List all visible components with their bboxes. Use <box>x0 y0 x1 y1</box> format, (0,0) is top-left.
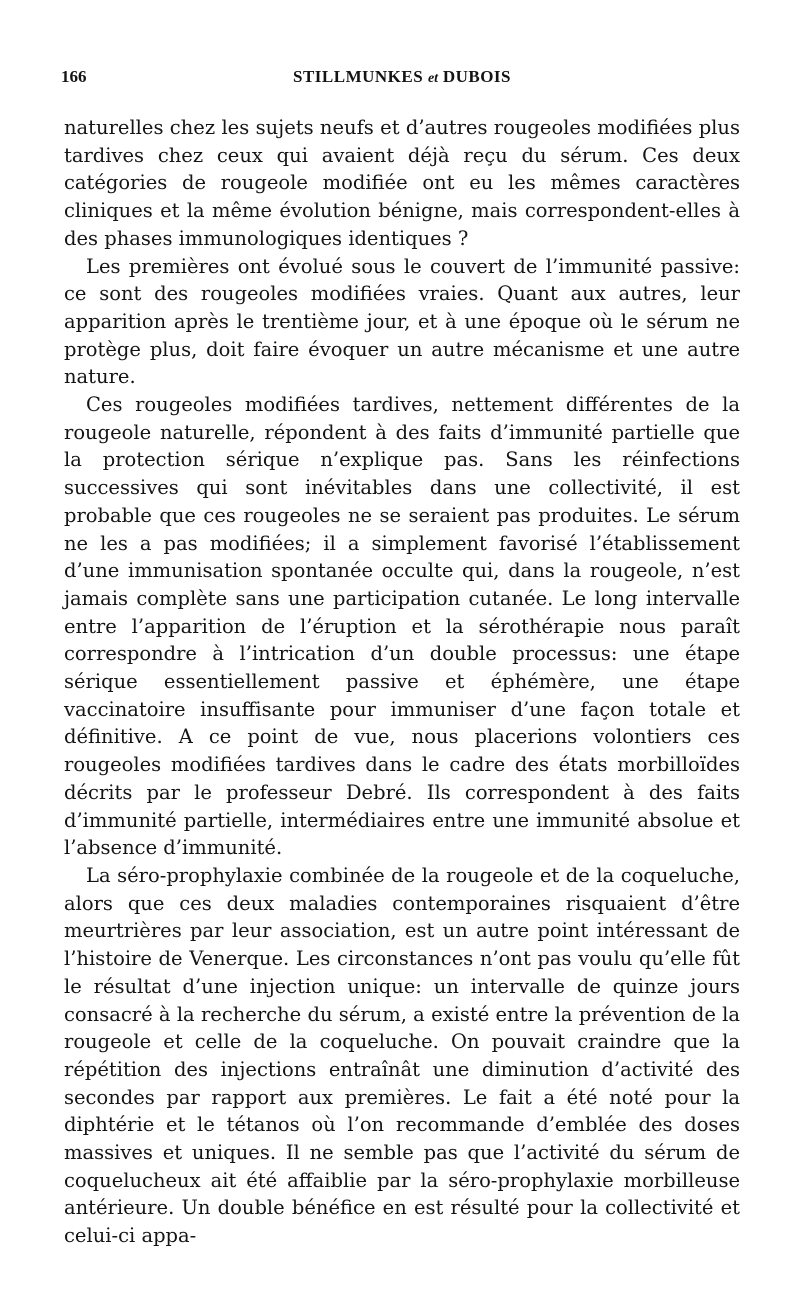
author-name-2: DUBOIS <box>442 67 511 86</box>
paragraph: La séro-prophylaxie combinée de la rougeole et de la coqueluche, alors que ces deux maladies contemporaines risquaient d’être meurtrières par leur association, est un autre point intéressant de l’histoire de Venerque. Les circonstances n’ont pas voulu qu’elle fût le résultat d’une injection unique: un intervalle de quinze jours consacré à la recherche du sérum, a existé entre la prévention de la rougeole et celle de la coqueluche. On pouvait craindre que la répétition des injections entraînât une diminution d’activité des secondes par rapport aux premières. Le fait a été noté pour la diphtérie et le tétanos où l’on recommande d’emblée des doses massives et uniques. Il ne semble pas que l’activité du sérum de coquelucheux ait été affaiblie par la séro-prophylaxie morbilleuse antérieure. Un double bénéfice en est résulté pour la collectivité et celui-ci appa- <box>64 863 740 1248</box>
author-name-1: STILLMUNKES <box>293 67 424 86</box>
running-title <box>64 66 740 90</box>
body-text <box>64 114 740 1250</box>
page-number: 166 <box>61 67 87 86</box>
paragraph: Les premières ont évolué sous le couvert de l’immunité passive: ce sont des rougeoles modifiées vraies. Quant aux autres, leur apparition après le trentième jour, et à une époque où le sérum ne protège plus, doit faire évoquer un autre mécanisme et une autre nature. <box>64 254 740 389</box>
paragraph: Ces rougeoles modifiées tardives, nettement différentes de la rougeole naturelle, répondent à des faits d’immunité partielle que la protection sérique n’explique pas. Sans les réinfections successives qui sont inévitables dans une collectivité, il est probable que ces rougeoles ne se seraient pas produites. Le sérum ne les a pas modifiées; il a simplement favorisé l’établissement d’une immunisation spontanée occulte qui, dans la rougeole, n’est jamais complète sans une participation cutanée. Le long intervalle entre l’apparition de l’éruption et la sérothérapie nous paraît correspondre à l’intrication d’un double processus: une étape sérique essentiellement passive et éphémère, une étape vaccinatoire insuffisante pour immuniser d’une façon totale et définitive. A ce point de vue, nous placerions volontiers ces rougeoles modifiées tardives dans le cadre des états morbilloïdes décrits par le professeur Debré. Ils correspondent à des faits d’immunité partielle, intermédiaires entre une immunité absolue et l’absence d’immunité. <box>64 393 740 860</box>
author-conjunction: et <box>427 71 439 86</box>
page-content <box>61 66 740 1250</box>
paragraph: naturelles chez les sujets neufs et d’autres rougeoles modifiées plus tardives chez ceux qui avaient déjà reçu du sérum. Ces deux catégories de rougeole modifiée ont eu les mêmes caractères cliniques et la même évolution bénigne, mais correspondent-elles à des phases immunologiques identiques ? <box>64 116 740 250</box>
running-head <box>61 66 740 96</box>
